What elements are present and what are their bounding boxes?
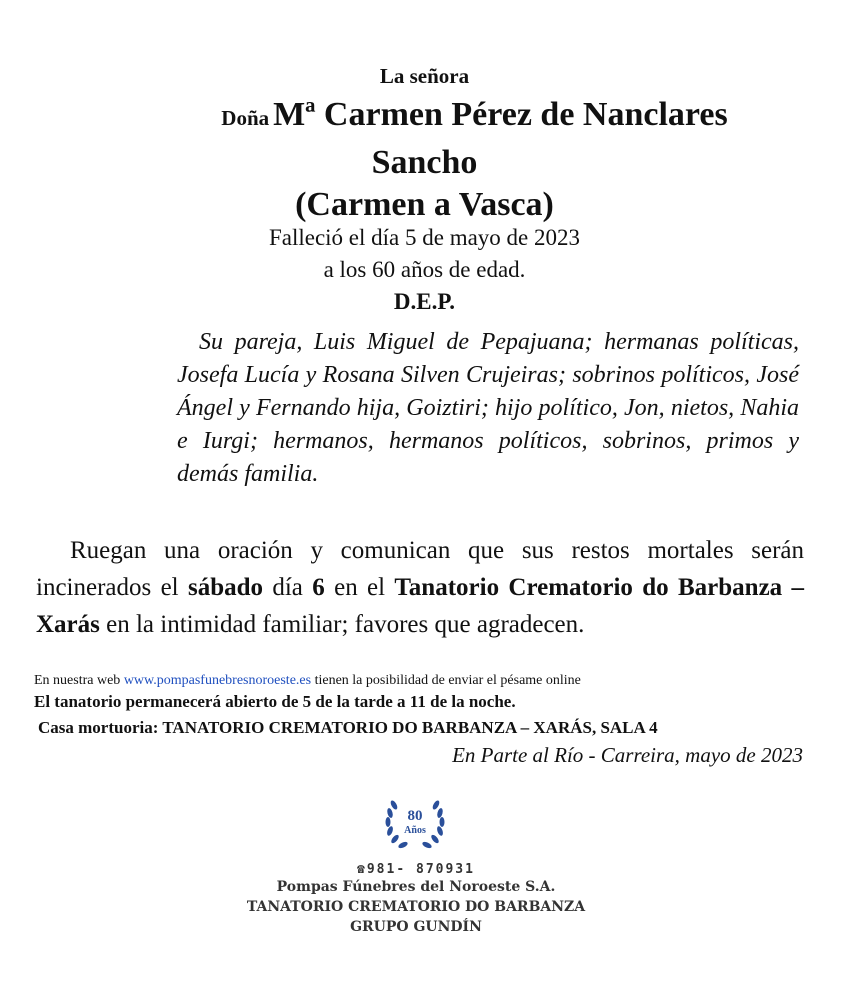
age-text: a los 60 años de edad.	[323, 257, 526, 282]
name-line-2: Sancho	[371, 144, 478, 181]
family-paragraph: Su pareja, Luis Miguel de Pepajuana; hermanas políticas, Josefa Lucía y Rosana Silven Crujeiras; sobrinos políticos, José Ángel y Fernando hija, Goiztiri; hijo político, Jon, nietos, Nahia e Iurgi; hermanos, hermanos políticos, sobrinos, primos y demás familia.	[177, 329, 799, 487]
death-date: Falleció el día 5 de mayo de 2023	[268, 225, 581, 250]
announcement-text: día	[263, 574, 313, 601]
name-prefix: Doña	[221, 106, 270, 130]
anniversary-logo	[370, 793, 460, 853]
web-notice-pre: En nuestra web	[34, 673, 124, 688]
intro-text: La señora	[379, 64, 470, 88]
website-link[interactable]: www.pompasfunebresnoroeste.es	[123, 673, 312, 688]
company-footer	[200, 862, 632, 937]
opening-hours: El tanatorio permanecerá abierto de 5 de la tarde a 11 de la noche.	[34, 692, 516, 711]
place-date: En Parte al Río - Carreira, mayo de 2023	[452, 743, 803, 767]
tanatorio-name: TANATORIO CREMATORIO DO BARBANZA	[246, 899, 586, 915]
web-notice	[34, 673, 581, 689]
logo-word: Años	[404, 825, 426, 836]
name-main: Mª Carmen Pérez de Nanclares	[273, 96, 728, 133]
funeral-home: Casa mortuoria: TANATORIO CREMATORIO DO BARBANZA – XARÁS, SALA 4	[38, 718, 658, 737]
announcement-paragraph	[36, 532, 804, 643]
web-notice-post: tienen la posibilidad de enviar el pésame online	[311, 673, 581, 688]
dep-text: D.E.P.	[393, 289, 456, 314]
announcement-day: sábado	[187, 574, 264, 601]
logo-number: 80	[407, 808, 423, 824]
announcement-text: en la intimidad familiar; favores que agradecen.	[99, 611, 585, 638]
phone-number: 981- 870931	[366, 862, 475, 877]
company-name: Pompas Fúnebres del Noroeste S.A.	[276, 879, 556, 895]
announcement-day-number: 6	[312, 574, 325, 601]
nickname: (Carmen a Vasca)	[295, 186, 554, 223]
announcement-venue: Tanatorio Crematorio do Barbanza – Xarás	[36, 574, 805, 638]
phone-icon: ☎	[357, 862, 367, 877]
laurel-wreath-icon	[370, 793, 460, 853]
announcement-text: en el	[324, 574, 395, 601]
name-line-1	[0, 94, 849, 142]
group-name: GRUPO GUNDÍN	[350, 919, 482, 935]
announcement-text: Ruegan una oración y comunican que sus restos mortales serán incinerados el	[36, 537, 804, 601]
phone-line	[200, 862, 632, 877]
deceased-name	[0, 94, 849, 226]
